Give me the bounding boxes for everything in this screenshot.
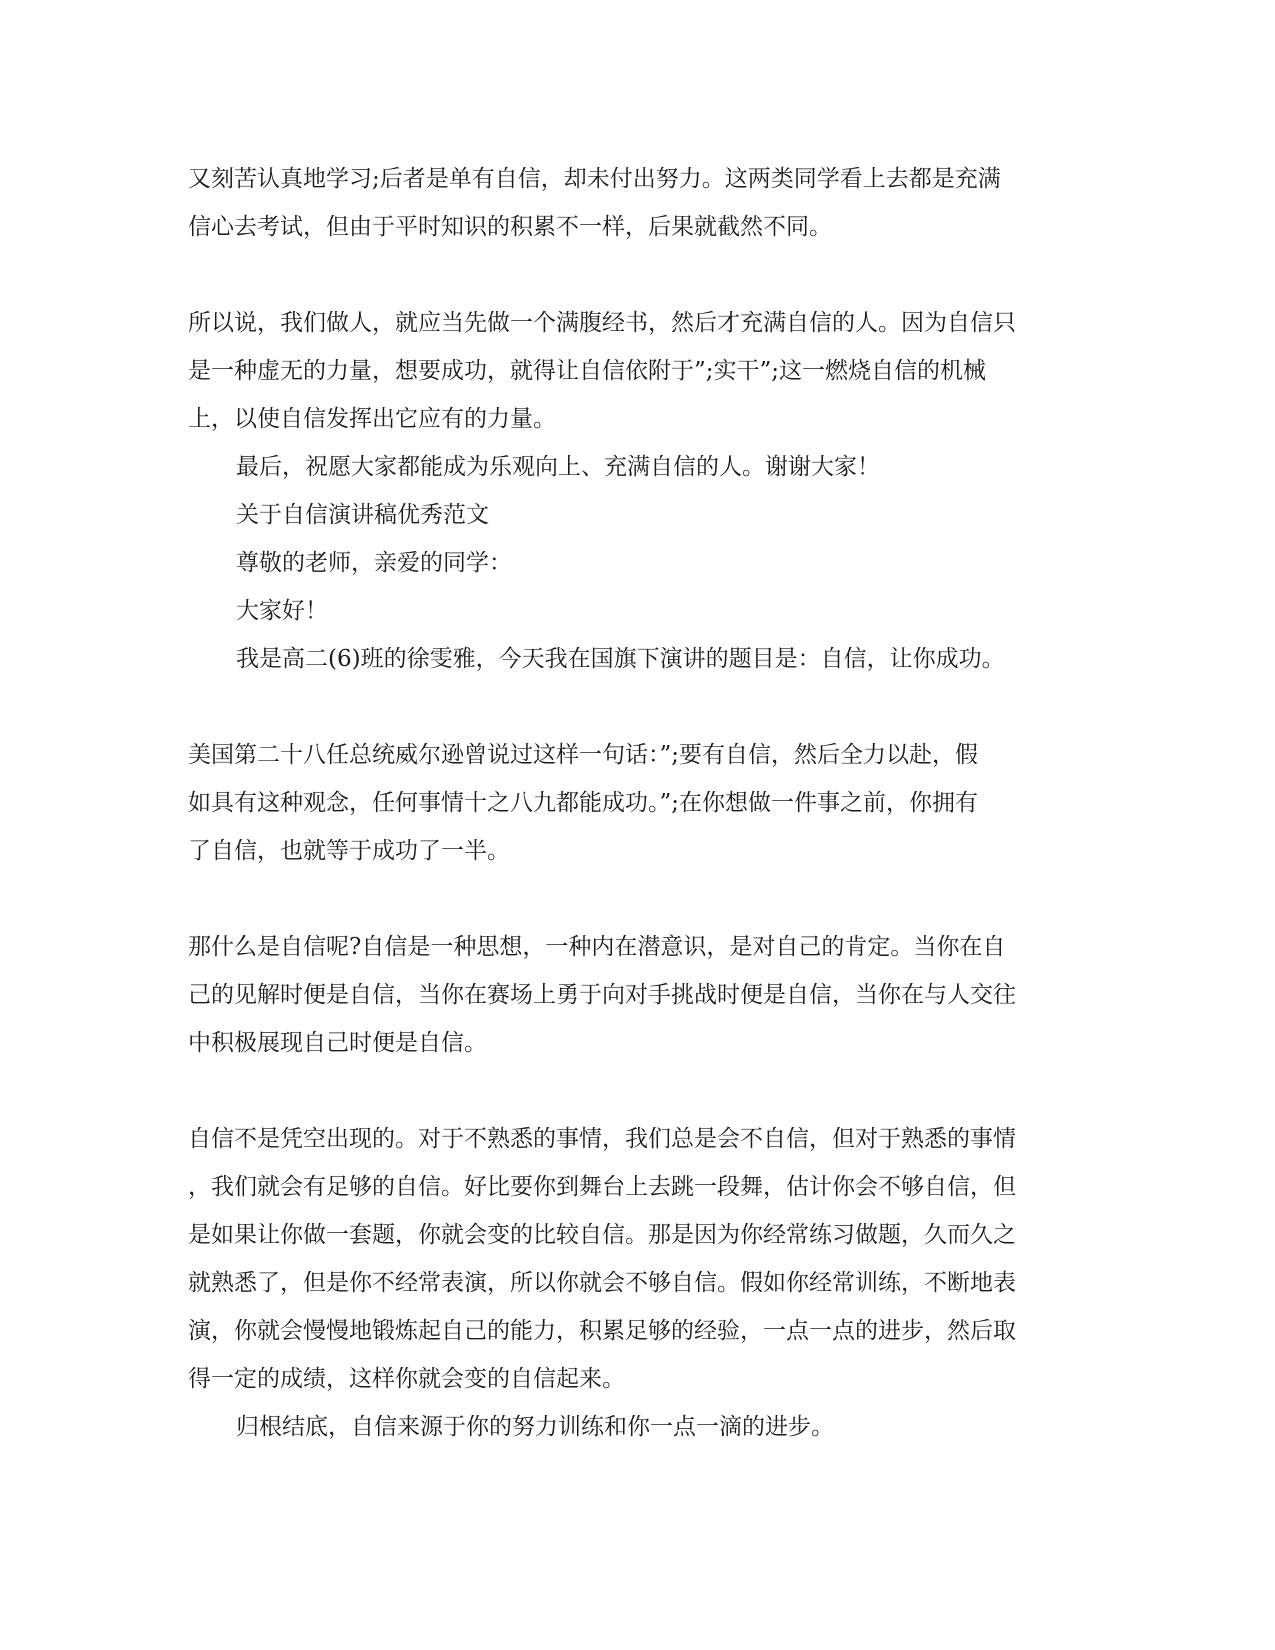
text-line: 尊敬的老师，亲爱的同学： xyxy=(236,550,512,576)
text-line: 己的见解时便是自信，当你在赛场上勇于向对手挑战时便是自信，当你在与人交往 xyxy=(188,982,1016,1008)
paragraph-spacer xyxy=(188,1067,1088,1115)
paragraph xyxy=(188,443,1088,491)
speech-title xyxy=(188,491,1088,539)
paragraph xyxy=(188,1115,1088,1403)
text-line: 就熟悉了，但是你不经常表演，所以你就会不够自信。假如你经常训练，不断地表 xyxy=(188,1270,1016,1296)
text-line: 是一种虚无的力量，想要成功，就得让自信依附于”;实干”;这一燃烧自信的机械 xyxy=(188,358,987,384)
text-line: 我是高二(6)班的徐雯雅，今天我在国旗下演讲的题目是：自信，让你成功。 xyxy=(236,646,1005,672)
paragraph xyxy=(188,635,1088,683)
text-line: 又刻苦认真地学习;后者是单有自信，却未付出努力。这两类同学看上去都是充满 xyxy=(188,166,1001,192)
paragraph xyxy=(188,155,1088,251)
text-line: 演，你就会慢慢地锻炼起自己的能力，积累足够的经验，一点一点的进步，然后取 xyxy=(188,1318,1016,1344)
text-line: ，我们就会有足够的自信。好比要你到舞台上去跳一段舞，估计你会不够自信，但 xyxy=(188,1174,1016,1200)
paragraph-spacer xyxy=(188,683,1088,731)
text-line: 中积极展现自己时便是自信。 xyxy=(188,1030,487,1056)
paragraph xyxy=(188,1403,1088,1451)
text-line: 是如果让你做一套题，你就会变的比较自信。那是因为你经常练习做题，久而久之 xyxy=(188,1222,1016,1248)
text-line: 那什么是自信呢?自信是一种思想，一种内在潜意识，是对自己的肯定。当你在自 xyxy=(188,934,1006,960)
text-line: 大家好！ xyxy=(236,598,328,624)
greeting xyxy=(188,587,1088,635)
text-line: 如具有这种观念，任何事情十之八九都能成功。”;在你想做一件事之前，你拥有 xyxy=(188,790,979,816)
text-line: 信心去考试，但由于平时知识的积累不一样，后果就截然不同。 xyxy=(188,214,832,240)
text-line: 得一定的成绩，这样你就会变的自信起来。 xyxy=(188,1366,625,1392)
text-line: 自信不是凭空出现的。对于不熟悉的事情，我们总是会不自信，但对于熟悉的事情 xyxy=(188,1126,1016,1152)
paragraph xyxy=(188,731,1088,875)
salutation xyxy=(188,539,1088,587)
text-line: 上，以使自信发挥出它应有的力量。 xyxy=(188,406,556,432)
paragraph xyxy=(188,299,1088,443)
document-page xyxy=(188,155,1088,1451)
text-line: 所以说，我们做人，就应当先做一个满腹经书，然后才充满自信的人。因为自信只 xyxy=(188,310,1016,336)
paragraph-spacer xyxy=(188,875,1088,923)
text-line: 美国第二十八任总统威尔逊曾说过这样一句话：”;要有自信，然后全力以赴，假 xyxy=(188,742,979,768)
text-line: 归根结底，自信来源于你的努力训练和你一点一滴的进步。 xyxy=(236,1414,834,1440)
text-line: 关于自信演讲稿优秀范文 xyxy=(236,502,489,528)
text-line: 最后，祝愿大家都能成为乐观向上、充满自信的人。谢谢大家！ xyxy=(236,454,880,480)
paragraph xyxy=(188,923,1088,1067)
paragraph-spacer xyxy=(188,251,1088,299)
text-line: 了自信，也就等于成功了一半。 xyxy=(188,838,510,864)
